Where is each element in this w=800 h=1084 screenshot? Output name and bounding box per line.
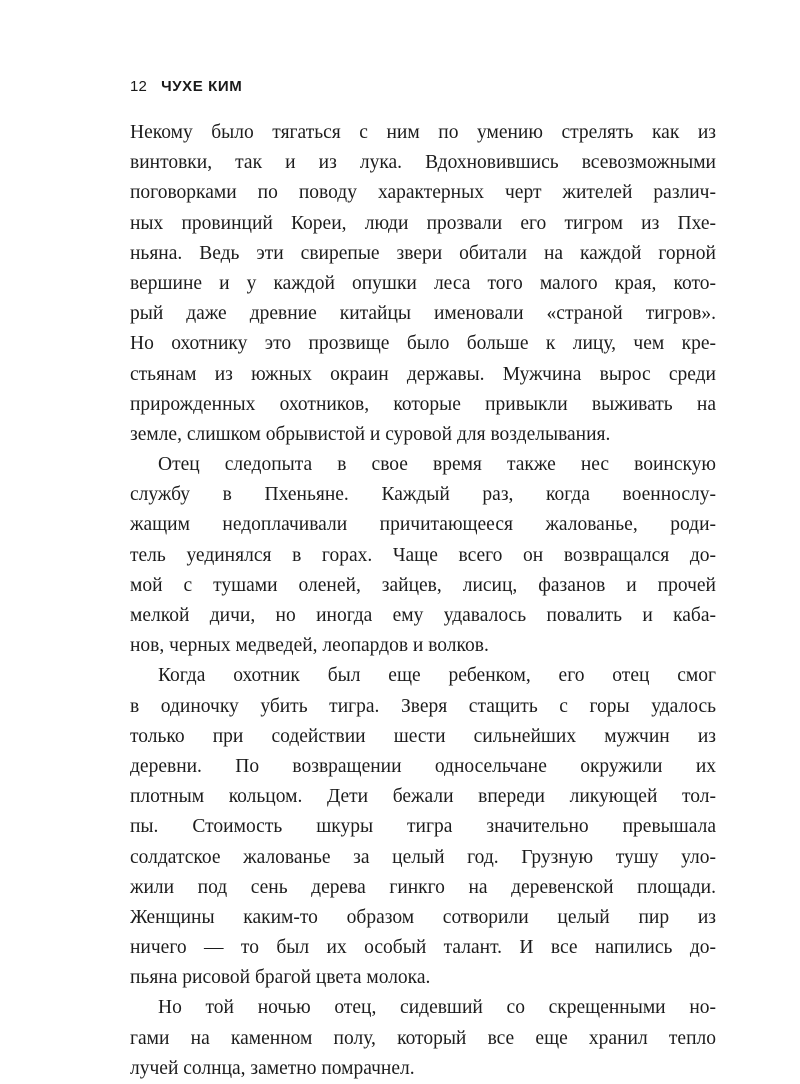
text-line: поговорками по поводу характерных черт жителей различ-	[130, 182, 716, 204]
text-line: ных провинций Кореи, люди прозвали его тигром из Пхе-	[130, 212, 716, 234]
paragraph-1	[130, 118, 716, 450]
text-line: ньяна. Ведь эти свирепые звери обитали на каждой горной	[130, 242, 716, 264]
text-line: только при содействии шести сильнейших мужчин из	[130, 725, 716, 747]
text-line: нов, черных медведей, леопардов и волков.	[130, 635, 489, 657]
text-line: Когда охотник был еще ребенком, его отец смог	[158, 665, 716, 687]
text-line: Женщины каким-то образом сотворили целый пир из	[130, 906, 716, 928]
text-line: прирожденных охотников, которые привыкли выживать на	[130, 393, 716, 415]
text-line: тель уединялся в горах. Чаще всего он возвращался до-	[130, 544, 716, 566]
text-line: пьяна рисовой брагой цвета молока.	[130, 967, 431, 989]
body-text	[130, 118, 716, 1084]
text-line: жащим недоплачивали причитающееся жалованье, роди-	[130, 514, 716, 536]
text-line: ничего — то был их особый талант. И все напились до-	[130, 937, 716, 959]
paragraph-2	[130, 450, 716, 661]
page-number: 12	[130, 78, 148, 95]
text-line: земле, слишком обрывистой и суровой для возделывания.	[130, 423, 611, 445]
text-line: винтовки, так и из лука. Вдохновившись всевозможными	[130, 152, 716, 174]
text-line: в одиночку убить тигра. Зверя стащить с горы удалось	[130, 695, 716, 717]
text-line: мелкой дичи, но иногда ему удавалось повалить и каба-	[130, 605, 716, 626]
text-line: рый даже древние китайцы именовали «страной тигров».	[130, 303, 716, 325]
text-line: Некому было тягаться с ним по умению стрелять как из	[130, 122, 716, 143]
text-line: деревни. По возвращении односельчане окружили их	[130, 755, 716, 777]
text-line: плотным кольцом. Дети бежали впереди ликующей тол-	[130, 786, 716, 808]
running-head	[130, 78, 242, 95]
paragraph-3	[130, 661, 716, 993]
paragraph-4	[130, 993, 716, 1084]
text-line: Но той ночью отец, сидевший со скрещенными но-	[158, 997, 716, 1019]
text-line: службу в Пхеньяне. Каждый раз, когда военнослу-	[130, 484, 716, 506]
text-line: гами на каменном полу, который все еще хранил тепло	[130, 1027, 716, 1049]
text-line: мой с тушами оленей, зайцев, лисиц, фазанов и прочей	[130, 574, 716, 596]
text-line: вершине и у каждой опушки леса того малого края, кото-	[130, 272, 716, 294]
text-line: Отец следопыта в свое время также нес воинскую	[158, 454, 716, 476]
text-line: Но охотнику это прозвище было больше к лицу, чем кре-	[130, 333, 716, 355]
text-line: солдатское жалованье за целый год. Грузную тушу уло-	[130, 846, 716, 868]
text-line: жили под сень дерева гинкго на деревенской площади.	[130, 876, 716, 898]
author-name: ЧУХЕ КИМ	[161, 78, 243, 95]
text-line: пы. Стоимость шкуры тигра значительно превышала	[130, 816, 716, 838]
text-line: лучей солнца, заметно помрачнел.	[130, 1057, 415, 1079]
text-line: стьянам из южных окраин державы. Мужчина вырос среди	[130, 363, 716, 385]
